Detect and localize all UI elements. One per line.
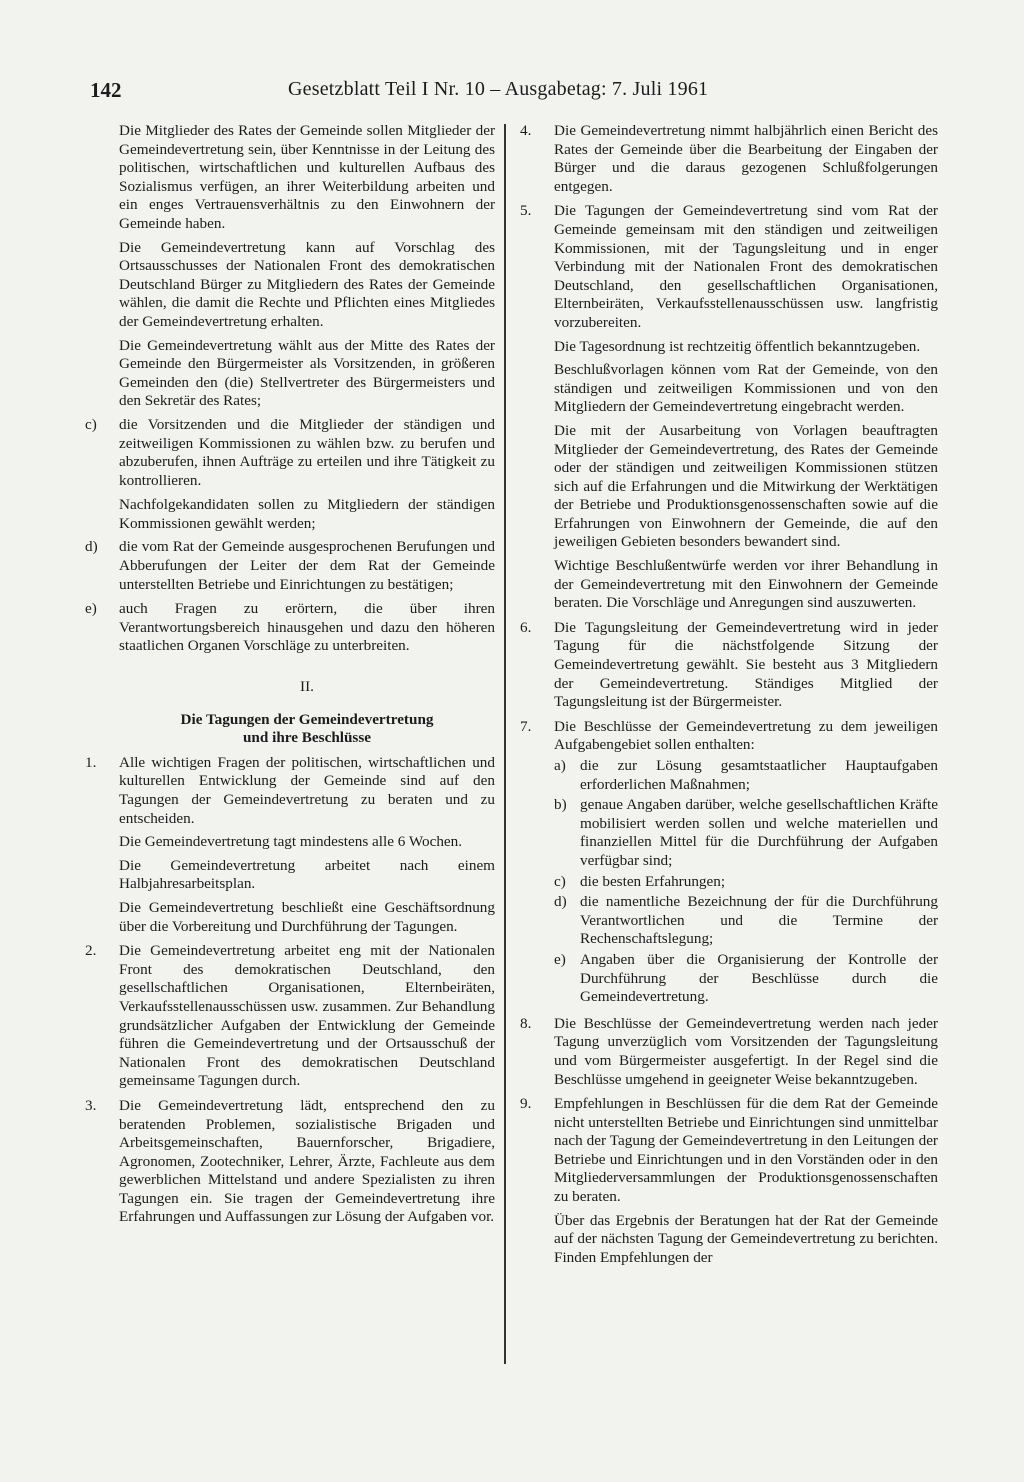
sub-item-label: c) — [554, 872, 566, 890]
item-text: auch Fragen zu erörtern, die über ihren Verantwortungsbereich hinausgehen und dazu den höheren staatlichen Organen Vorschläge zu unterbreiten. — [119, 600, 495, 655]
sub-item-e — [554, 951, 938, 1007]
sub-item-label: e) — [554, 950, 566, 968]
item-text: die Vorsitzenden und die Mitglieder der ständigen und zeitweiligen Kommissionen zu wählen bzw. zu berufen und abzuberufen, ihnen Aufträge zu erteilen und ihre Tätigkeit zu kontrollieren. — [119, 415, 495, 489]
item-text: Wichtige Beschlußentwürfe werden vor ihrer Behandlung in der Gemeindevertretung mit den Einwohnern der Gemeinde beraten. Die Vorschläge und Anregungen sind auszuwerten. — [554, 557, 938, 612]
item-body — [554, 202, 938, 612]
item-label: 5. — [520, 202, 532, 220]
item-label: d) — [85, 538, 98, 556]
sub-item-d — [554, 893, 938, 949]
item-text: Die Tagungsleitung der Gemeindevertretung wird in jeder Tagung für die nächstfolgende Sitzung der Gemeindevertretung gewählt. Sie besteht aus 3 Mitgliedern der Gemeindevertretung. Ständiges Mitglied der Tagungsleitung ist der Bürgermeister. — [554, 618, 938, 711]
column-divider — [504, 124, 506, 1364]
paragraph: Die Gemeindevertretung kann auf Vorschlag des Ortsausschusses der Nationalen Front des demokratischen Deutschland Bürger zu Mitgliedern des Rates der Gemeinde wählen, die damit die Rechte und Pflichten eines Mitgliedes der Gemeindevertretung erhalten. — [119, 238, 495, 330]
sub-item-text: die namentliche Bezeichnung der für die Durchführung Verantwortlichen und die Termine der Rechenschaftslegung; — [580, 893, 938, 948]
item-text: Empfehlungen in Beschlüssen für die dem Rat der Gemeinde nicht unterstellten Betriebe und Einrichtungen sind unmittelbar nach der Tagung der Gemeindevertretung in den Leitungen der Betriebe und Einrichtungen und in den Vorständen oder in den Mitgliederversammlungen der Produktionsgenossenschaften zu beraten. — [554, 1095, 938, 1206]
sub-item-label: a) — [554, 757, 566, 774]
running-head: Gesetzblatt Teil I Nr. 10 – Ausgabetag: 7. Juli 1961 — [288, 78, 709, 100]
list-item-1 — [85, 754, 495, 936]
item-label: 6. — [520, 618, 532, 636]
list-item-8 — [520, 1015, 938, 1089]
item-label: 9. — [520, 1095, 532, 1113]
sub-item-text: die zur Lösung gesamtstaatlicher Hauptaufgaben erforderlichen Maßnahmen; — [580, 757, 938, 793]
item-text: Die Gemeindevertretung beschließt eine Geschäftsordnung über die Vorbereitung und Durchführung der Tagungen. — [119, 898, 495, 935]
item-text: Die Beschlüsse der Gemeindevertretung zu dem jeweiligen Aufgabengebiet sollen enthalten: — [554, 717, 938, 754]
item-label: 2. — [85, 942, 97, 960]
item-text: Die Gemeindevertretung nimmt halbjährlich einen Bericht des Rates der Gemeinde über die Bearbeitung der Eingaben der Bürger und die daraus gezogenen Schlußfolgerungen entgegen. — [554, 122, 938, 195]
item-text: Beschlußvorlagen können vom Rat der Gemeinde, von den ständigen und zeitweiligen Kommissionen und von den Mitgliedern der Gemeindevertretung eingebracht werden. — [554, 361, 938, 416]
paragraph: Nachfolgekandidaten sollen zu Mitgliedern der ständigen Kommissionen gewählt werden; — [119, 496, 495, 532]
sub-item-a — [554, 757, 938, 794]
item-text: die vom Rat der Gemeinde ausgesprochenen Berufungen und Abberufungen der Leiter der dem Rat der Gemeinde unterstellten Betriebe und Einrichtungen zu bestätigen; — [119, 538, 495, 593]
page-number: 142 — [90, 78, 122, 102]
item-label: 1. — [85, 753, 97, 771]
item-body — [119, 754, 495, 936]
list-item-9 — [520, 1095, 938, 1267]
item-label: e) — [85, 600, 97, 618]
sub-item-text: genaue Angaben darüber, welche gesellschaftlichen Kräfte mobilisiert werden sollen und welche materiellen und finanziellen Mittel für die Durchführung der Aufgaben verfügbar sind; — [580, 796, 938, 869]
list-item-c — [85, 416, 495, 490]
list-item-d — [85, 538, 495, 594]
sub-item-b — [554, 796, 938, 870]
sub-item-c — [554, 873, 938, 892]
right-column — [520, 122, 938, 1273]
item-label: 8. — [520, 1014, 532, 1032]
item-text: Die Tagungen der Gemeindevertretung sind vom Rat der Gemeinde gemeinsam mit den ständigen und zeitweiligen Kommissionen, mit der Tagungsleitung und in enger Verbindung mit der Nationalen Front des demokratischen Deutschland, den gesellschaftlichen Organisationen, Elternbeiräten, Verkaufsstellenausschüssen usw. langfristig vorzubereiten. — [554, 202, 938, 331]
item-text: Die Tagesordnung ist rechtzeitig öffentlich bekanntzugeben. — [554, 337, 921, 355]
item-body — [554, 1095, 938, 1267]
list-item-2 — [85, 942, 495, 1091]
item-label: 3. — [85, 1096, 97, 1114]
section-number: II. — [300, 678, 314, 696]
paragraph: Die Gemeindevertretung wählt aus der Mitte des Rates der Gemeinde den Bürgermeister als Vorsitzenden, in größeren Gemeinden den (die) Stellvertreter des Bürgermeisters und den Sekretär des Rates; — [119, 336, 495, 410]
sub-item-text: Angaben über die Organisierung der Kontrolle der Durchführung der Beschlüsse durch die Gemeindevertretung. — [580, 950, 938, 1006]
list-item-5 — [520, 202, 938, 612]
list-item-3 — [85, 1097, 495, 1227]
left-column — [85, 122, 495, 1233]
item-text: Die Gemeindevertretung lädt, entsprechend den zu beratenden Problemen, sozialistische Brigaden und Arbeitsgemeinschaften, Bauernforscher, Brigadiere, Agronomen, Zootechniker, Lehrer, Ärzte, Fachleute aus dem gewerblichen Mittelstand und andere Spezialisten zu ihren Tagungen ein. Sie tragen der Gemeindevertretung ihre Erfahrungen und Auffassungen zur Lösung der Aufgaben vor. — [119, 1096, 495, 1226]
sub-item-label: b) — [554, 796, 567, 814]
list-item-7 — [520, 718, 938, 1009]
page-header — [90, 78, 932, 108]
item-text: Alle wichtigen Fragen der politischen, wirtschaftlichen und kulturellen Entwicklung der Gemeinde sind auf den Tagungen der Gemeindevertretung zu beraten und zu entscheiden. — [119, 753, 495, 827]
item-label: 7. — [520, 717, 532, 735]
item-label: c) — [85, 415, 97, 433]
sub-item-label: d) — [554, 893, 567, 911]
sub-item-text: die besten Erfahrungen; — [580, 872, 726, 890]
item-text: Die mit der Ausarbeitung von Vorlagen beauftragten Mitglieder der Gemeindevertretung, des Rates der Gemeinde oder der ständigen und zeitweiligen Kommissionen stützen sich auf die Erfahrungen und die Mitwirkung der Werktätigen der Betriebe und Produktionsgenossenschaften sowie auf die Erfahrungen von Einwohnern der Gemeinde, die auf den jeweiligen Gebieten besonders bewandert sind. — [554, 421, 938, 551]
section-title — [119, 711, 495, 748]
section-title-line: Die Tagungen der Gemeindevertretung — [180, 710, 434, 728]
item-body — [554, 718, 938, 1009]
item-text: Die Gemeindevertretung arbeitet eng mit der Nationalen Front des demokratischen Deutschland, den gesellschaftlichen Organisationen, Elternbeiräten, Verkaufsstellenausschüssen usw. zusammen. Zur Behandlung grundsätzlicher Aufgaben der Entwicklung der Gemeinde führen die Gemeindevertretung und der Ortsausschuß der Nationalen Front des demokratischen Deutschland gemeinsame Tagungen durch. — [119, 942, 495, 1090]
sub-list — [554, 757, 938, 1007]
item-text: Die Gemeindevertretung arbeitet nach einem Halbjahresarbeitsplan. — [119, 856, 495, 893]
item-text: Die Gemeindevertretung tagt mindestens alle 6 Wochen. — [119, 833, 463, 851]
item-label: 4. — [520, 122, 532, 139]
section-title-line: und ihre Beschlüsse — [242, 729, 371, 747]
item-text: Über das Ergebnis der Beratungen hat der Rat der Gemeinde auf der nächsten Tagung der Gemeindevertretung zu berichten. Finden Empfehlungen der — [554, 1211, 938, 1266]
list-item-4 — [520, 122, 938, 196]
list-item-e — [85, 600, 495, 656]
paragraph: Die Mitglieder des Rates der Gemeinde sollen Mitglieder der Gemeindevertretung sein, über Kenntnisse in der Leitung des politischen, wirtschaftlichen und kulturellen Aufbaus des Sozialismus verfügen, an ihrer Weiterbildung arbeiten und ein enges Vertrauensverhältnis zu den Einwohnern der Gemeinde haben. — [119, 122, 495, 232]
item-text: Die Beschlüsse der Gemeindevertretung werden nach jeder Tagung unverzüglich vom Vorsitzenden der Tagungsleitung und vom Bürgermeister ausgefertigt. In der Regel sind die Beschlüsse umgehend in geeigneter Weise bekanntzugeben. — [554, 1014, 938, 1088]
list-item-6 — [520, 619, 938, 712]
